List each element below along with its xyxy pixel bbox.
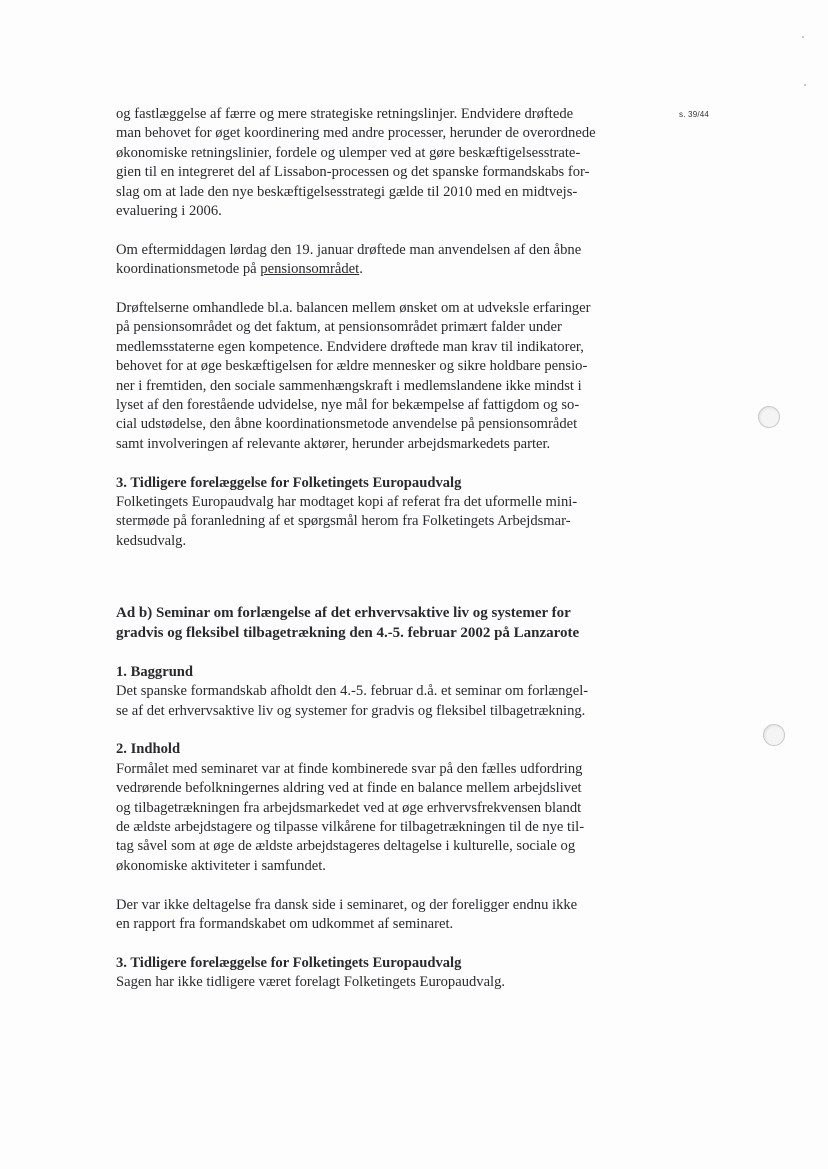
text-line: tag såvel som at øge de ældste arbejdstageres deltagelse i kulturelle, sociale og (116, 838, 576, 855)
text-line (116, 260, 664, 279)
section-heading: 3. Tidligere forelæggelse for Folketingets Europaudvalg (116, 954, 462, 971)
text-line: lyset af den forestående udvidelse, nye mål for bekæmpelse af fattigdom og so- (116, 397, 580, 414)
scan-speck (804, 84, 806, 86)
page-number: s. 39/44 (679, 110, 710, 119)
section-gap (116, 551, 664, 603)
text-line: evaluering i 2006. (116, 203, 222, 220)
text-line: Der var ikke deltagelse fra dansk side i seminaret, og der foreligger endnu ikke (116, 896, 578, 913)
text-fragment: . (359, 261, 363, 278)
text-line: vedrørende befolkningernes aldring ved at finde en balance mellem arbejdslivet (116, 780, 582, 797)
text-line: gien til en integreret del af Lissabon-processen og det spanske formandskabs for- (116, 164, 590, 181)
document-body (116, 105, 664, 993)
text-line: stermøde på foranledning af et spørgsmål herom fra Folketingets Arbejdsmar- (116, 513, 571, 530)
section-content (116, 740, 664, 876)
text-line: Det spanske formandskab afholdt den 4.-5. februar d.å. et seminar om forlængel- (116, 683, 589, 700)
section-background (116, 663, 664, 721)
text-line: kedsudvalg. (116, 532, 187, 549)
text-line: slag om at lade den nye beskæftigelsesstrategi gælde til 2010 med en midtvejs- (116, 183, 578, 200)
text-line: på pensionsområdet og det faktum, at pensionsområdet primært falder under (116, 319, 562, 336)
seminar-heading (116, 603, 664, 643)
text-line: man behovet for øget koordinering med andre processer, herunder de overordnede (116, 125, 596, 142)
text-line: Sagen har ikke tidligere været forelagt Folketingets Europaudvalg. (116, 974, 506, 991)
pension-area-link[interactable]: pensionsområdet (260, 261, 360, 278)
section-heading: 1. Baggrund (116, 663, 194, 680)
text-line: medlemsstaterne egen kompetence. Endvidere drøftede man krav til indikatorer, (116, 338, 584, 355)
text-line: cial udstødelse, den åbne koordinationsmetode anvendelse på pensionsområdet (116, 416, 578, 433)
text-line: de ældste arbejdstagere og tilpasse vilkårene for tilbagetrækningen til de nye til- (116, 818, 585, 835)
text-line: Om eftermiddagen lørdag den 19. januar drøftede man anvendelsen af den åbne (116, 241, 582, 258)
paragraph-strategy (116, 105, 664, 221)
text-fragment: koordinationsmetode på (116, 261, 261, 278)
punch-hole (758, 406, 780, 428)
text-line: Formålet med seminaret var at finde kombinerede svar på den fælles udfordring (116, 760, 583, 777)
seminar-title-line: Ad b) Seminar om forlængelse af det erhvervsaktive liv og systemer for (116, 605, 571, 622)
scan-speck (802, 36, 804, 38)
section-heading: 3. Tidligere forelæggelse for Folketingets Europaudvalg (116, 474, 462, 491)
text-line: økonomiske retningslinier, fordele og ulemper ved at gøre beskæftigelsesstrate- (116, 144, 581, 161)
section-heading: 2. Indhold (116, 741, 181, 758)
text-line: samt involveringen af relevante aktører, herunder arbejdsmarkedets parter. (116, 435, 551, 452)
text-line: en rapport fra formandskabet om udkommet af seminaret. (116, 915, 454, 932)
seminar-title-line: gradvis og fleksibel tilbagetrækning den 4.-5. februar 2002 på Lanzarote (116, 625, 580, 642)
text-line: se af det erhvervsaktive liv og systemer for gradvis og fleksibel tilbagetrækning. (116, 702, 586, 719)
punch-hole (763, 724, 785, 746)
paragraph-no-participation (116, 896, 664, 935)
section-europe-committee-a (116, 474, 664, 552)
text-line: Drøftelserne omhandlede bl.a. balancen mellem ønsket om at udveksle erfaringer (116, 300, 591, 317)
text-line: behovet for at øge beskæftigelsen for ældre mennesker og sikre holdbare pensio- (116, 358, 588, 375)
text-line: økonomiske aktiviteter i samfundet. (116, 857, 326, 874)
paragraph-discussions (116, 299, 664, 454)
text-line: Folketingets Europaudvalg har modtaget kopi af referat fra det uformelle mini- (116, 494, 578, 511)
section-europe-committee-b (116, 954, 664, 993)
text-line: ner i fremtiden, den sociale sammenhængskraft i medlemslandene ikke mindst i (116, 377, 582, 394)
paragraph-afternoon (116, 241, 664, 280)
text-line: og fastlæggelse af færre og mere strategiske retningslinjer. Endvidere drøftede (116, 106, 574, 122)
text-line: og tilbagetrækningen fra arbejdsmarkedet ved at øge erhvervsfrekvensen blandt (116, 799, 582, 816)
